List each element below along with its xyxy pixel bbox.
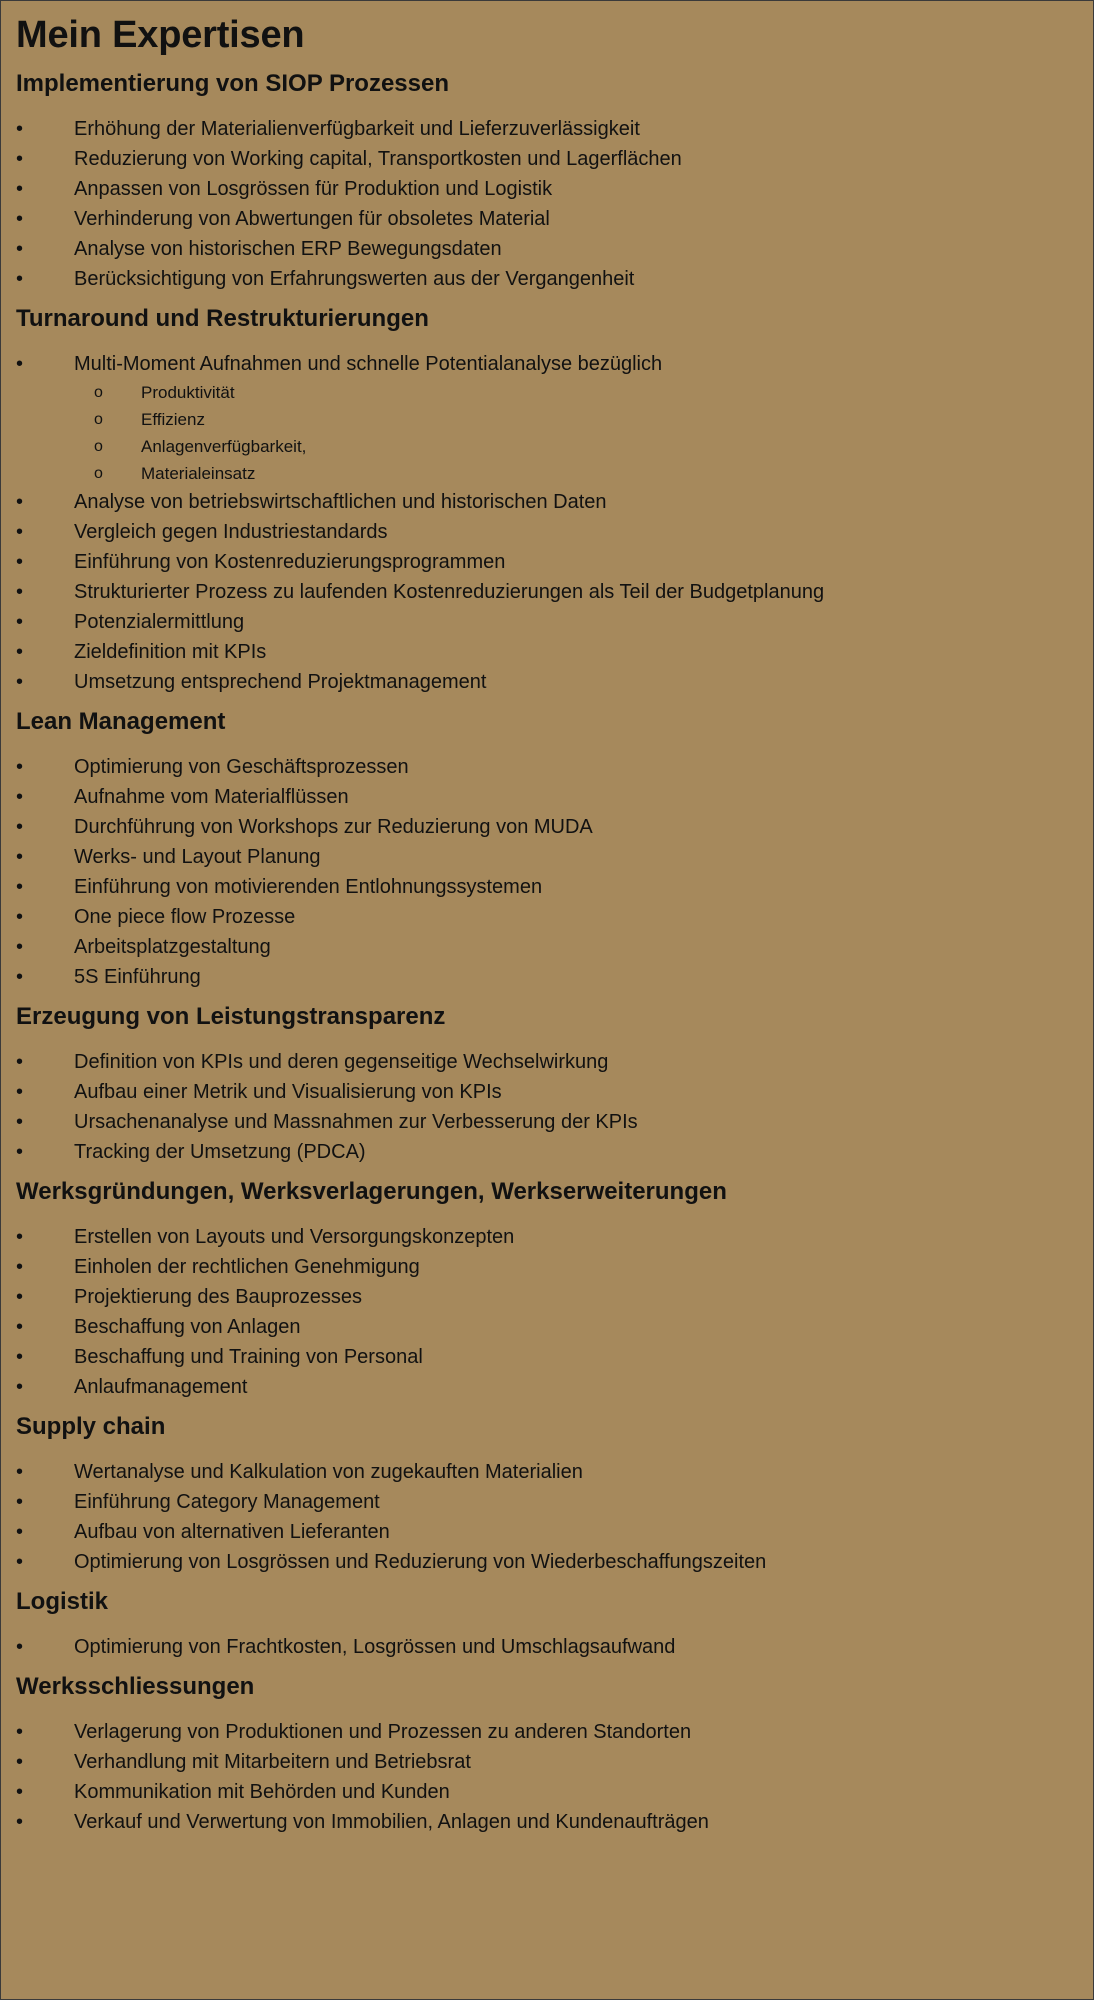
sub-list-item-text: Materialeinsatz [141, 464, 256, 483]
sub-bullet-marker: o [94, 384, 103, 401]
list-item [16, 1137, 1077, 1167]
page-title: Mein Expertisen [16, 14, 305, 56]
list-item [16, 349, 1077, 379]
list-item [16, 842, 1077, 872]
list-item [16, 234, 1077, 264]
list-item-text: Verkauf und Verwertung von Immobilien, Anlagen und Kundenaufträgen [74, 1811, 709, 1833]
list-item-text: Aufbau von alternativen Lieferanten [74, 1521, 390, 1543]
bullet-marker: • [16, 641, 24, 663]
sub-list-item [16, 460, 1077, 487]
list-item-text: Durchführung von Workshops zur Reduzierung von MUDA [74, 816, 593, 838]
list-item [16, 264, 1077, 294]
bullet-marker: • [16, 1141, 24, 1163]
sub-list-item [16, 433, 1077, 460]
list-item [16, 1222, 1077, 1252]
list-item-text: Ursachenanalyse und Massnahmen zur Verbesserung der KPIs [74, 1111, 638, 1133]
expertise-section [16, 707, 1077, 992]
list-item [16, 1547, 1077, 1577]
list-item [16, 1252, 1077, 1282]
bullet-marker: • [16, 611, 24, 633]
bullet-marker: • [16, 1316, 24, 1338]
list-item [16, 1282, 1077, 1312]
list-item [16, 1457, 1077, 1487]
bullet-marker: • [16, 936, 24, 958]
bullet-marker: • [16, 1226, 24, 1248]
list-item [16, 517, 1077, 547]
list-item-text: Werks- und Layout Planung [74, 846, 321, 868]
list-item [16, 1047, 1077, 1077]
bullet-marker: • [16, 148, 24, 170]
sub-list-item [16, 379, 1077, 406]
list-item [16, 1107, 1077, 1137]
list-item-text: Potenzialermittlung [74, 611, 245, 633]
list-item [16, 1777, 1077, 1807]
bullet-marker: • [16, 1111, 24, 1133]
section-heading: Werksschliessungen [16, 1673, 255, 1700]
list-item-text: Verlagerung von Produktionen und Prozessen zu anderen Standorten [74, 1721, 692, 1743]
bullet-list [16, 1717, 1077, 1837]
expertise-section [16, 1587, 1077, 1662]
list-item-text: Einführung von Kostenreduzierungsprogrammen [74, 551, 506, 573]
list-item [16, 1747, 1077, 1777]
list-item-text: Analyse von historischen ERP Bewegungsdaten [74, 238, 502, 260]
bullet-marker: • [16, 846, 24, 868]
bullet-marker: • [16, 491, 24, 513]
bullet-marker: • [16, 876, 24, 898]
list-item-text: Einführung Category Management [74, 1491, 380, 1513]
list-item-text: Verhinderung von Abwertungen für obsoletes Material [74, 208, 550, 230]
list-item [16, 1342, 1077, 1372]
section-heading: Logistik [16, 1588, 109, 1615]
bullet-list [16, 114, 1077, 294]
sub-list-item-text: Effizienz [141, 410, 205, 429]
bullet-list [16, 752, 1077, 992]
expertise-section [16, 1177, 1077, 1402]
list-item-text: Strukturierter Prozess zu laufenden Kostenreduzierungen als Teil der Budgetplanung [74, 581, 825, 603]
bullet-list [16, 1632, 1077, 1662]
section-heading: Supply chain [16, 1413, 166, 1440]
bullet-marker: • [16, 1751, 24, 1773]
list-item [16, 1077, 1077, 1107]
bullet-marker: • [16, 1346, 24, 1368]
list-item [16, 667, 1077, 697]
bullet-marker: • [16, 1811, 24, 1833]
bullet-marker: • [16, 966, 24, 988]
list-item-text: Anlaufmanagement [74, 1376, 248, 1398]
list-item [16, 752, 1077, 782]
bullet-marker: • [16, 178, 24, 200]
bullet-marker: • [16, 238, 24, 260]
list-item-text: Wertanalyse und Kalkulation von zugekauften Materialien [74, 1461, 583, 1483]
expertise-section [16, 304, 1077, 697]
list-item-text: One piece flow Prozesse [74, 906, 296, 928]
bullet-marker: • [16, 581, 24, 603]
list-item [16, 1807, 1077, 1837]
list-item [16, 1517, 1077, 1547]
list-item [16, 1372, 1077, 1402]
list-item [16, 487, 1077, 517]
list-item [16, 1632, 1077, 1662]
expertise-section [16, 1002, 1077, 1167]
list-item-text: Optimierung von Losgrössen und Reduzierung von Wiederbeschaffungszeiten [74, 1551, 767, 1573]
list-item-text: Analyse von betriebswirtschaftlichen und historischen Daten [74, 491, 607, 513]
list-item [16, 932, 1077, 962]
bullet-list [16, 349, 1077, 697]
list-item-text: Einholen der rechtlichen Genehmigung [74, 1256, 420, 1278]
list-item-text: Vergleich gegen Industriestandards [74, 521, 388, 543]
bullet-list [16, 1222, 1077, 1402]
list-item-text: Zieldefinition mit KPIs [74, 641, 267, 663]
bullet-marker: • [16, 786, 24, 808]
list-item [16, 577, 1077, 607]
list-item-text: Einführung von motivierenden Entlohnungssystemen [74, 876, 543, 898]
list-item-text: Anpassen von Losgrössen für Produktion und Logistik [74, 178, 553, 200]
sub-list-item-text: Produktivität [141, 383, 235, 402]
bullet-marker: • [16, 1521, 24, 1543]
list-item-text: Aufbau einer Metrik und Visualisierung von KPIs [74, 1081, 502, 1103]
bullet-list [16, 1457, 1077, 1577]
bullet-marker: • [16, 208, 24, 230]
list-item-text: Multi-Moment Aufnahmen und schnelle Potentialanalyse bezüglich [74, 353, 663, 375]
list-item-text: Berücksichtigung von Erfahrungswerten aus der Vergangenheit [74, 268, 635, 290]
bullet-marker: • [16, 268, 24, 290]
list-item [16, 1312, 1077, 1342]
list-item-text: Kommunikation mit Behörden und Kunden [74, 1781, 450, 1803]
bullet-marker: • [16, 1781, 24, 1803]
sub-list [16, 379, 1077, 487]
expertise-section [16, 1412, 1077, 1577]
list-item-text: Optimierung von Geschäftsprozessen [74, 756, 409, 778]
list-item [16, 1487, 1077, 1517]
expertise-section [16, 1672, 1077, 1837]
bullet-marker: • [16, 1461, 24, 1483]
bullet-marker: • [16, 1636, 24, 1658]
section-heading: Erzeugung von Leistungstransparenz [16, 1003, 446, 1030]
bullet-marker: • [16, 1721, 24, 1743]
sub-list-item-text: Anlagenverfügbarkeit, [141, 437, 307, 456]
list-item [16, 144, 1077, 174]
list-item [16, 114, 1077, 144]
bullet-marker: • [16, 353, 24, 375]
sub-bullet-marker: o [94, 465, 103, 482]
list-item [16, 174, 1077, 204]
bullet-marker: • [16, 521, 24, 543]
list-item-text: Verhandlung mit Mitarbeitern und Betriebsrat [74, 1751, 471, 1773]
sub-bullet-marker: o [94, 438, 103, 455]
list-item-text: Definition von KPIs und deren gegenseitige Wechselwirkung [74, 1051, 609, 1073]
bullet-marker: • [16, 1491, 24, 1513]
list-item [16, 902, 1077, 932]
list-item-text: Optimierung von Frachtkosten, Losgrössen und Umschlagsaufwand [74, 1636, 676, 1658]
list-item-text: Reduzierung von Working capital, Transportkosten und Lagerflächen [74, 148, 682, 170]
expertise-section [16, 69, 1077, 294]
list-item-text: Beschaffung und Training von Personal [74, 1346, 423, 1368]
list-item [16, 637, 1077, 667]
section-heading: Werksgründungen, Werksverlagerungen, Werkserweiterungen [16, 1178, 727, 1205]
sub-bullet-marker: o [94, 411, 103, 428]
list-item [16, 204, 1077, 234]
list-item [16, 1717, 1077, 1747]
list-item [16, 872, 1077, 902]
bullet-marker: • [16, 756, 24, 778]
section-heading: Lean Management [16, 708, 226, 735]
list-item-text: Aufnahme vom Materialflüssen [74, 786, 349, 808]
bullet-marker: • [16, 1081, 24, 1103]
bullet-marker: • [16, 1256, 24, 1278]
list-item-text: Arbeitsplatzgestaltung [74, 936, 271, 958]
list-item-text: Beschaffung von Anlagen [74, 1316, 301, 1338]
bullet-marker: • [16, 1051, 24, 1073]
list-item [16, 812, 1077, 842]
bullet-marker: • [16, 906, 24, 928]
section-heading: Turnaround und Restrukturierungen [16, 305, 429, 332]
bullet-marker: • [16, 118, 24, 140]
bullet-marker: • [16, 1286, 24, 1308]
bullet-list [16, 1047, 1077, 1167]
section-heading: Implementierung von SIOP Prozessen [16, 70, 450, 97]
list-item-text: Tracking der Umsetzung (PDCA) [74, 1141, 366, 1163]
list-item [16, 962, 1077, 992]
sub-list-item [16, 406, 1077, 433]
list-item-text: Erstellen von Layouts und Versorgungskonzepten [74, 1226, 515, 1248]
list-item-text: Umsetzung entsprechend Projektmanagement [74, 671, 487, 693]
bullet-marker: • [16, 1376, 24, 1398]
list-item [16, 782, 1077, 812]
list-item-text: Projektierung des Bauprozesses [74, 1286, 362, 1308]
list-item [16, 607, 1077, 637]
sections-container [16, 69, 1077, 1837]
bullet-marker: • [16, 551, 24, 573]
bullet-marker: • [16, 1551, 24, 1573]
list-item [16, 547, 1077, 577]
list-item-text: 5S Einführung [74, 966, 201, 988]
bullet-marker: • [16, 671, 24, 693]
list-item-text: Erhöhung der Materialienverfügbarkeit und Lieferzuverlässigkeit [74, 118, 640, 140]
bullet-marker: • [16, 816, 24, 838]
